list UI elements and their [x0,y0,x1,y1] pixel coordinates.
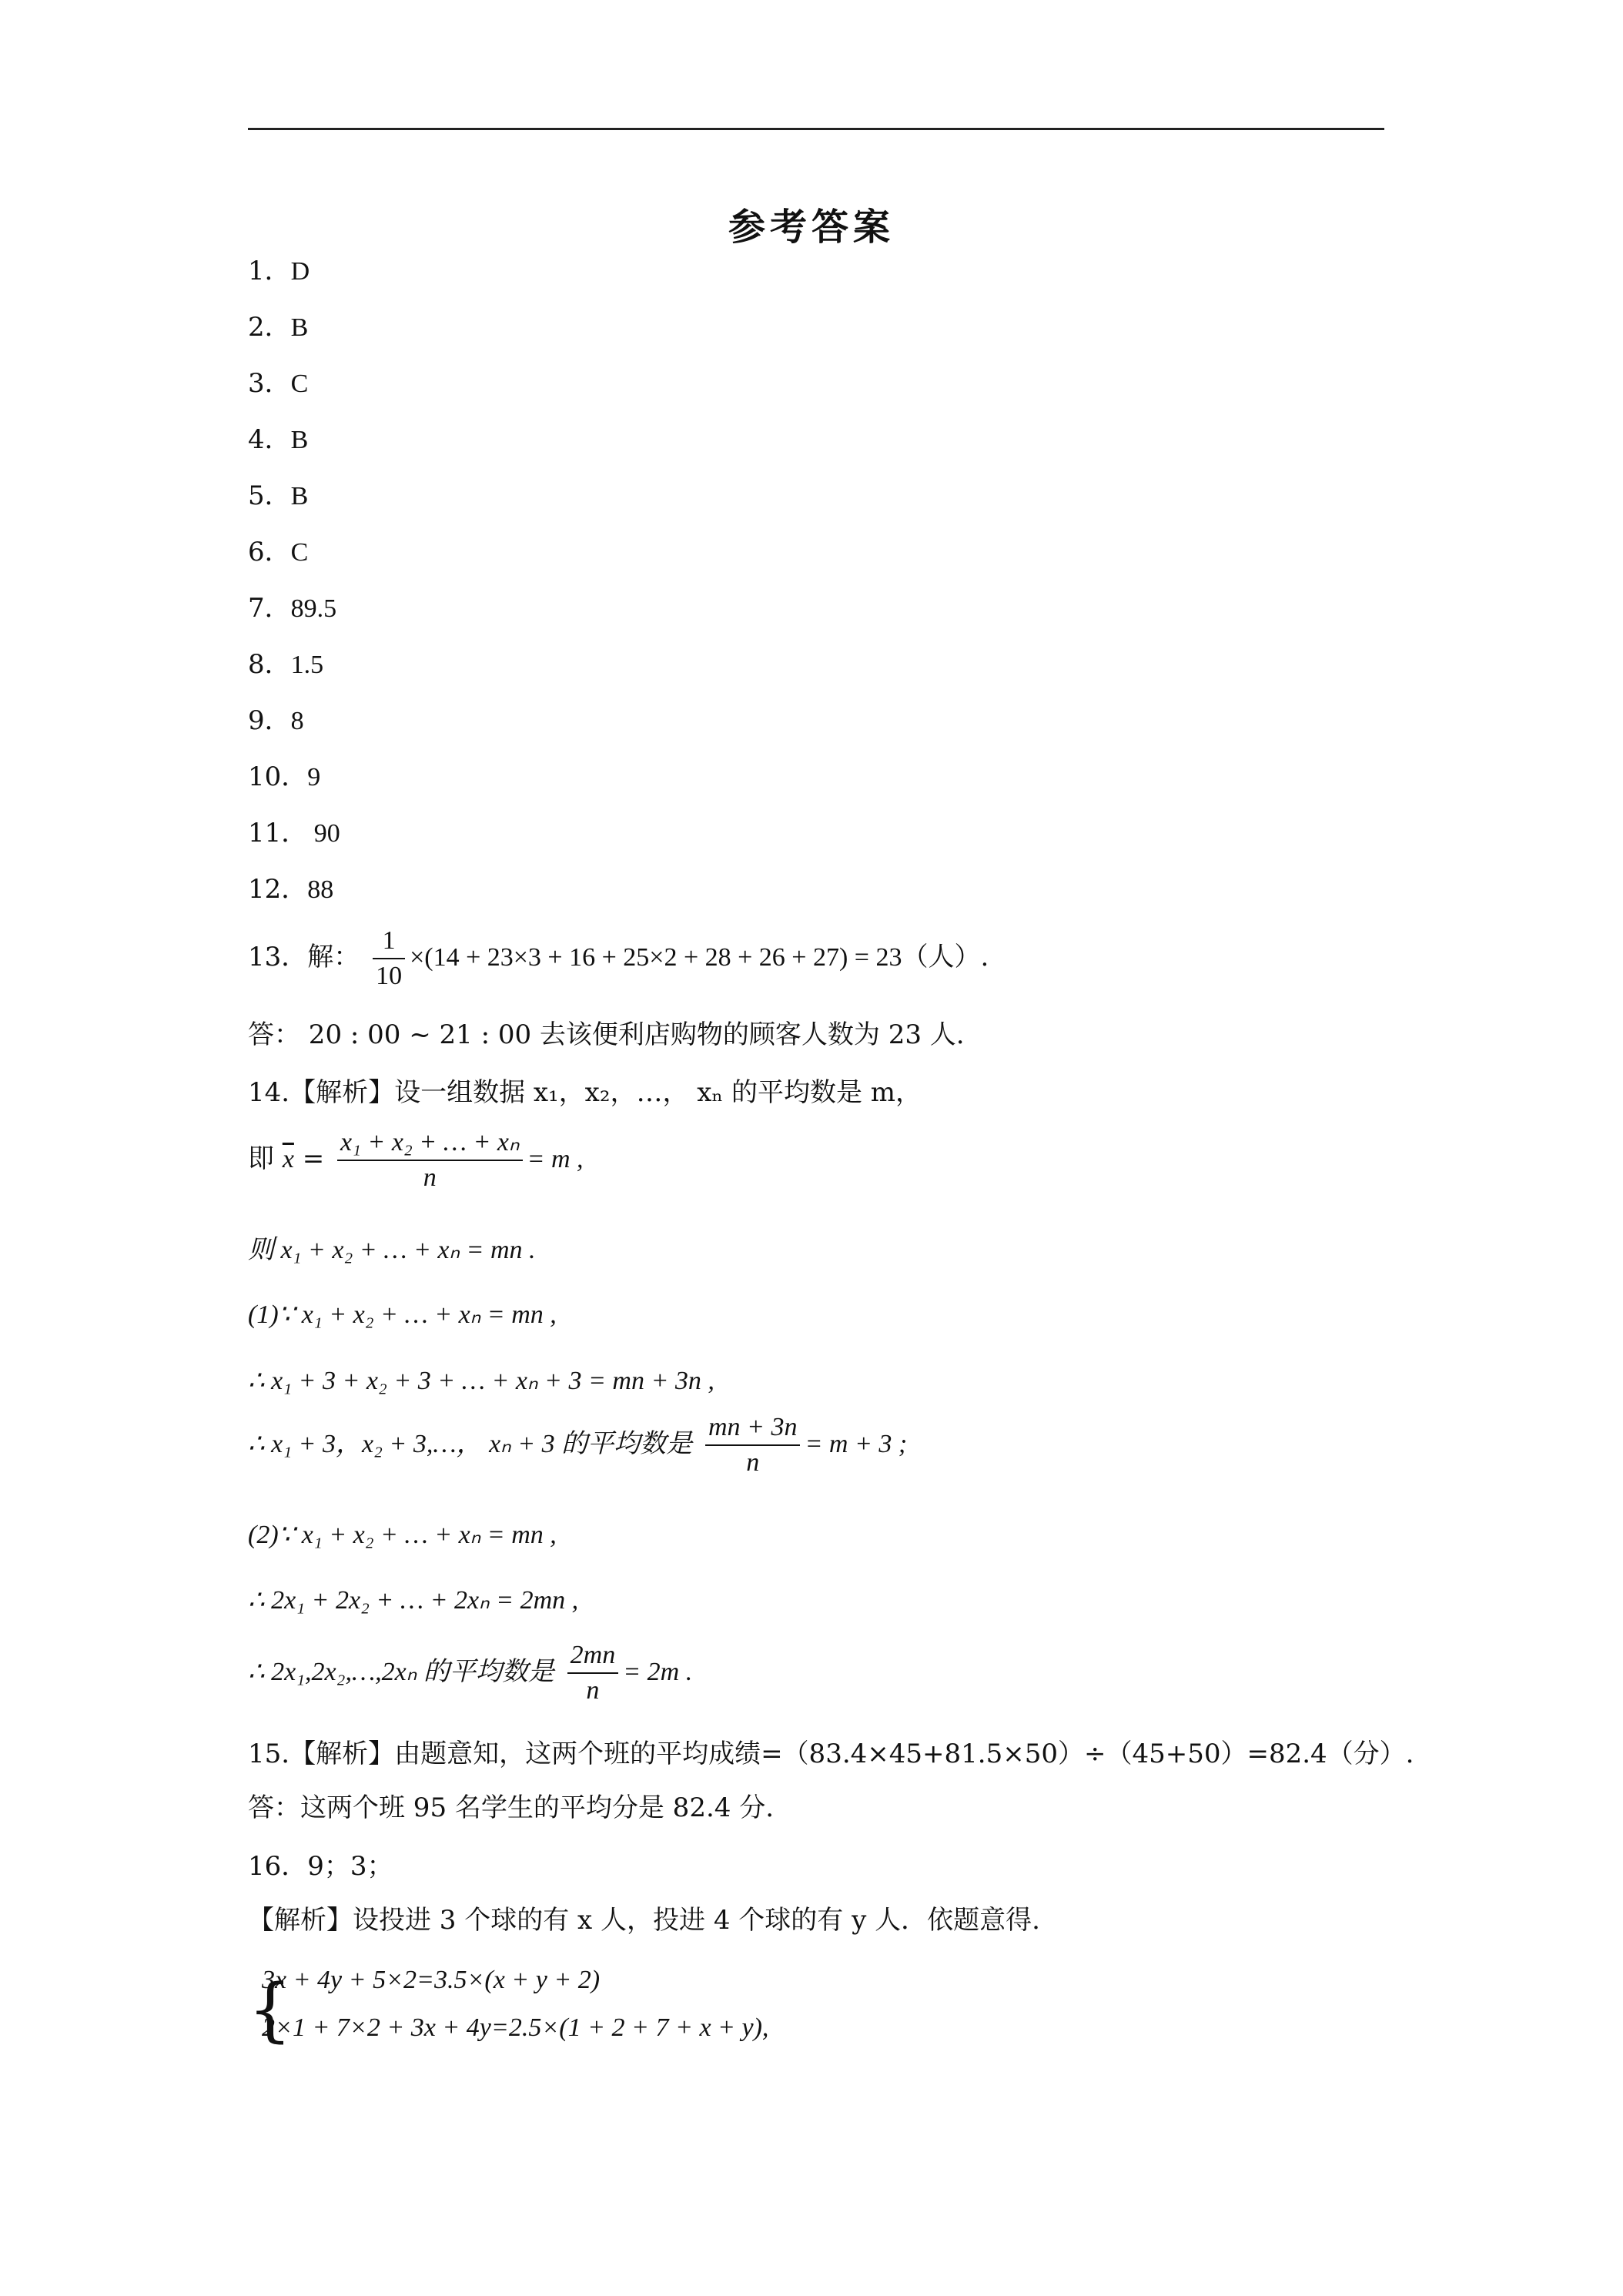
fraction: $\frac{mn + 3n}{n}$ [705,1411,801,1480]
q14-line: 则 x₁ + x₂ + … + xₙ = mn . [248,1236,536,1264]
q14-intro: 14.【解析】设一组数据 x₁，x₂，…， xₙ 的平均数是 m， [248,1077,922,1108]
answer-line: 6．C [248,537,309,567]
q13-answer: 答： 20 : 00 ~ 21 : 00 去该便利店购物的顾客人数为 23 人. [248,1019,965,1050]
answer-line: 7．89.5 [248,593,337,624]
fraction: $\frac{\text{x₁ + x₂ + … + xₙ}}{n}$ [337,1126,523,1195]
q14-mean-formula: 即 $\overline{x}$ = $\frac{\text{x₁ + x₂ + … + xₙ}}{n}$ = m , [248,1126,584,1195]
q14-line: ∴ 2x₁ + 2x₂ + … + 2xₙ = 2mn , [248,1586,579,1615]
answer-line: 8．1.5 [248,649,324,680]
answer-line: 4．B [248,424,309,455]
answer-line: 12．88 [248,874,334,905]
q15-solution: 15.【解析】由题意知，这两个班的平均成绩=（83.4×45+81.5×50）÷（45+50）=82.4（分）. [248,1739,1414,1769]
q14-line: (2)∵ x₁ + x₂ + … + xₙ = mn , [248,1521,557,1549]
q15-answer: 答：这两个班 95 名学生的平均分是 82.4 分. [248,1792,775,1823]
answer-line: 9．8 [248,705,304,736]
page-title: 参考答案 [728,206,895,249]
q16-answer: 16．9；3； [248,1851,393,1882]
answer-line: 11． 90 [248,818,340,848]
answer-line: 3．C [248,368,309,399]
answer-line: 5．B [248,480,309,511]
q16-analysis: 【解析】设投进 3 个球的有 x 人，投进 4 个球的有 y 人．依题意得. [248,1905,1040,1936]
equation-1: 3x + 4y + 5×2=3.5×(x + y + 2) [262,1966,601,1994]
header-rule [248,128,1384,130]
answer-line: 1．D [248,256,310,286]
q13-solution: 13．解： $\frac{1}{10}$ ×(14 + 23×3 + 16 + 25×2 + 28 + 26 + 27) = 23（人）. [248,924,989,993]
equation-2: 2×1 + 7×2 + 3x + 4y=2.5×(1 + 2 + 7 + x + y), [262,2013,769,2042]
q14-mean-line: ∴ x₁ + 3，x₂ + 3,…， xₙ + 3 的平均数是 $\frac{mn + 3n}{n}$ = m + 3 ; [248,1411,907,1480]
fraction: $\frac{1}{10}$ [373,924,405,993]
q14-line: (1)∵ x₁ + x₂ + … + xₙ = mn , [248,1300,557,1329]
system-brace: { [248,1970,293,2050]
q14-mean-line: ∴ 2x₁,2x₂,…,2xₙ 的平均数是 $\frac{2mn}{n}$ = 2m . [248,1638,692,1708]
answer-line: 10．9 [248,761,321,792]
answer-line: 2．B [248,312,309,343]
q14-line: ∴ x₁ + 3 + x₂ + 3 + … + xₙ + 3 = mn + 3n , [248,1367,714,1395]
fraction: $\frac{2mn}{n}$ [567,1638,619,1708]
